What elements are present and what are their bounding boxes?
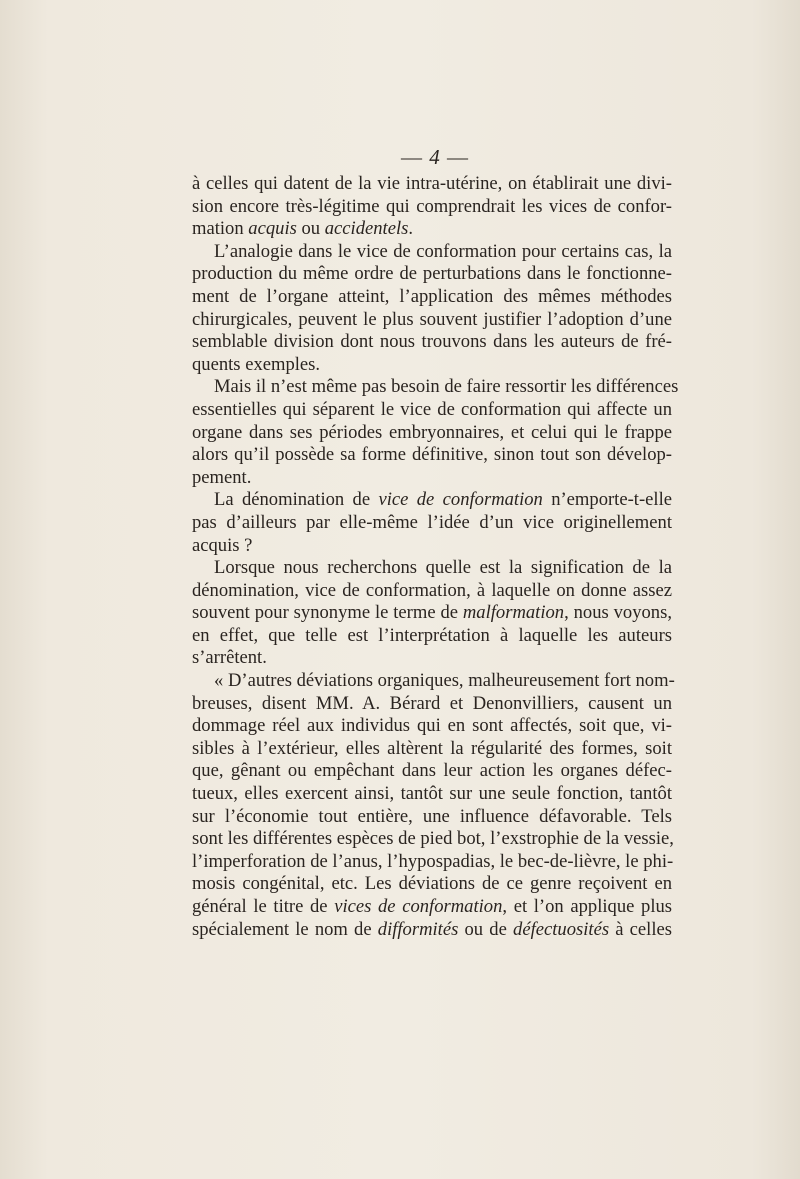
text-line <box>192 354 672 377</box>
text-segment: spécialement le nom de <box>192 918 378 940</box>
text-segment: quents exemples. <box>192 353 321 375</box>
text-segment: breuses, disent MM. A. Bérard et Denonvilliers, causent un <box>192 692 672 714</box>
text-line <box>192 715 672 738</box>
text-segment: acquis ? <box>192 534 253 556</box>
text-line <box>192 467 672 490</box>
text-segment: l’imperforation de l’anus, l’hypospadias, le bec-de-lièvre, le phi- <box>192 850 674 872</box>
text-line <box>192 241 672 264</box>
text-line <box>192 783 672 806</box>
text-segment: n’emporte-t-elle <box>542 489 672 511</box>
text-line <box>192 828 672 851</box>
text-segment: pas d’ailleurs par elle-même l’idée d’un vice originellement <box>192 511 672 533</box>
text-segment: général le titre de <box>192 896 335 917</box>
body-text <box>192 173 679 941</box>
text-segment: souvent pour synonyme le terme de <box>192 602 463 624</box>
text-line <box>192 263 672 286</box>
text-segment: en effet, que telle est l’interprétation à laquelle les auteurs <box>192 624 672 646</box>
text-segment: mation <box>192 218 249 240</box>
text-segment: . <box>408 218 414 240</box>
text-segment: sion encore très-légitime qui comprendrait les vices de confor- <box>192 195 672 217</box>
text-segment: organe dans ses périodes embryonnaires, et celui qui le frappe <box>192 421 672 443</box>
text-segment: s’arrêtent. <box>192 647 267 669</box>
text-segment: à celles qui datent de la vie intra-utérine, on établirait une divi- <box>192 173 672 194</box>
folio-dash-right: — <box>447 145 469 169</box>
text-line <box>192 444 672 467</box>
text-line <box>192 399 672 422</box>
text-line <box>192 919 672 942</box>
text-segment: La dénomination de <box>214 489 379 511</box>
text-segment: sur l’économie tout entière, une influence défavorable. Tels <box>192 805 672 827</box>
text-segment: mosis congénital, etc. Les déviations de ce genre reçoivent en <box>192 873 672 895</box>
text-line <box>192 512 672 535</box>
text-line <box>192 580 672 603</box>
text-line <box>192 309 672 332</box>
italic-term: défectuosités <box>513 918 610 940</box>
text-segment: ment de l’organe atteint, l’application des mêmes méthodes <box>192 285 672 307</box>
text-line <box>192 602 672 625</box>
text-line <box>192 693 672 716</box>
text-line <box>192 489 672 512</box>
text-line <box>192 647 672 670</box>
text-line <box>192 896 672 919</box>
italic-term: vices de conformation <box>334 896 503 917</box>
text-line <box>192 625 672 648</box>
text-segment: chirurgicales, peuvent le plus souvent justifier l’adoption d’une <box>192 308 672 330</box>
page-number <box>0 145 800 170</box>
text-line <box>192 670 675 693</box>
italic-term: malformation <box>462 602 565 624</box>
text-segment: « D’autres déviations organiques, malheureusement fort nom- <box>214 670 675 692</box>
text-segment: tueux, elles exercent ainsi, tantôt sur une seule fonction, tantôt <box>192 783 672 805</box>
text-line <box>192 331 672 354</box>
text-line <box>192 760 672 783</box>
italic-term: accidentels <box>324 218 409 240</box>
text-segment: ou de <box>458 918 514 940</box>
text-segment: que, gênant ou empêchant dans leur action les organes défec- <box>192 760 672 782</box>
text-line <box>192 535 672 558</box>
text-segment: , nous voyons, <box>564 602 672 624</box>
text-line <box>192 376 679 399</box>
text-segment: L’analogie dans le vice de conformation pour certains cas, la <box>214 240 672 262</box>
text-segment: Mais il n’est même pas besoin de faire ressortir les différences <box>214 376 679 398</box>
italic-term: vice de conformation <box>378 489 543 511</box>
text-segment: semblable division dont nous trouvons dans les auteurs de fré- <box>192 331 672 353</box>
text-segment: sibles à l’extérieur, elles altèrent la régularité des formes, soit <box>192 737 672 759</box>
text-segment: ou <box>296 218 325 240</box>
text-segment: essentielles qui séparent le vice de conformation qui affecte un <box>192 398 672 420</box>
text-segment: dénomination, vice de conformation, à laquelle on donne assez <box>192 579 672 601</box>
text-segment: Lorsque nous recherchons quelle est la signification de la <box>214 557 672 579</box>
text-line <box>192 738 672 761</box>
italic-term: acquis <box>248 218 297 240</box>
page-number-value: 4 <box>429 145 441 169</box>
text-line <box>192 173 672 196</box>
text-line <box>192 851 672 874</box>
text-line <box>192 422 672 445</box>
text-segment: pement. <box>192 466 252 488</box>
italic-term: difformités <box>377 918 459 940</box>
text-segment: dommage réel aux individus qui en sont affectés, soit que, vi- <box>192 715 672 737</box>
text-line <box>192 218 672 241</box>
text-segment: sont les différentes espèces de pied bot, l’exstrophie de la vessie, <box>192 828 674 850</box>
text-line <box>192 196 672 219</box>
text-segment: à celles <box>609 918 672 940</box>
text-line <box>192 873 672 896</box>
text-segment: alors qu’il possède sa forme définitive, sinon tout son dévelop- <box>192 444 672 466</box>
text-segment: , et l’on applique plus <box>502 896 673 917</box>
text-segment: production du même ordre de perturbations dans le fonctionne- <box>192 263 672 285</box>
text-line <box>192 806 672 829</box>
folio-dash-left: — <box>401 145 423 169</box>
text-line <box>192 286 672 309</box>
text-line <box>192 557 672 580</box>
